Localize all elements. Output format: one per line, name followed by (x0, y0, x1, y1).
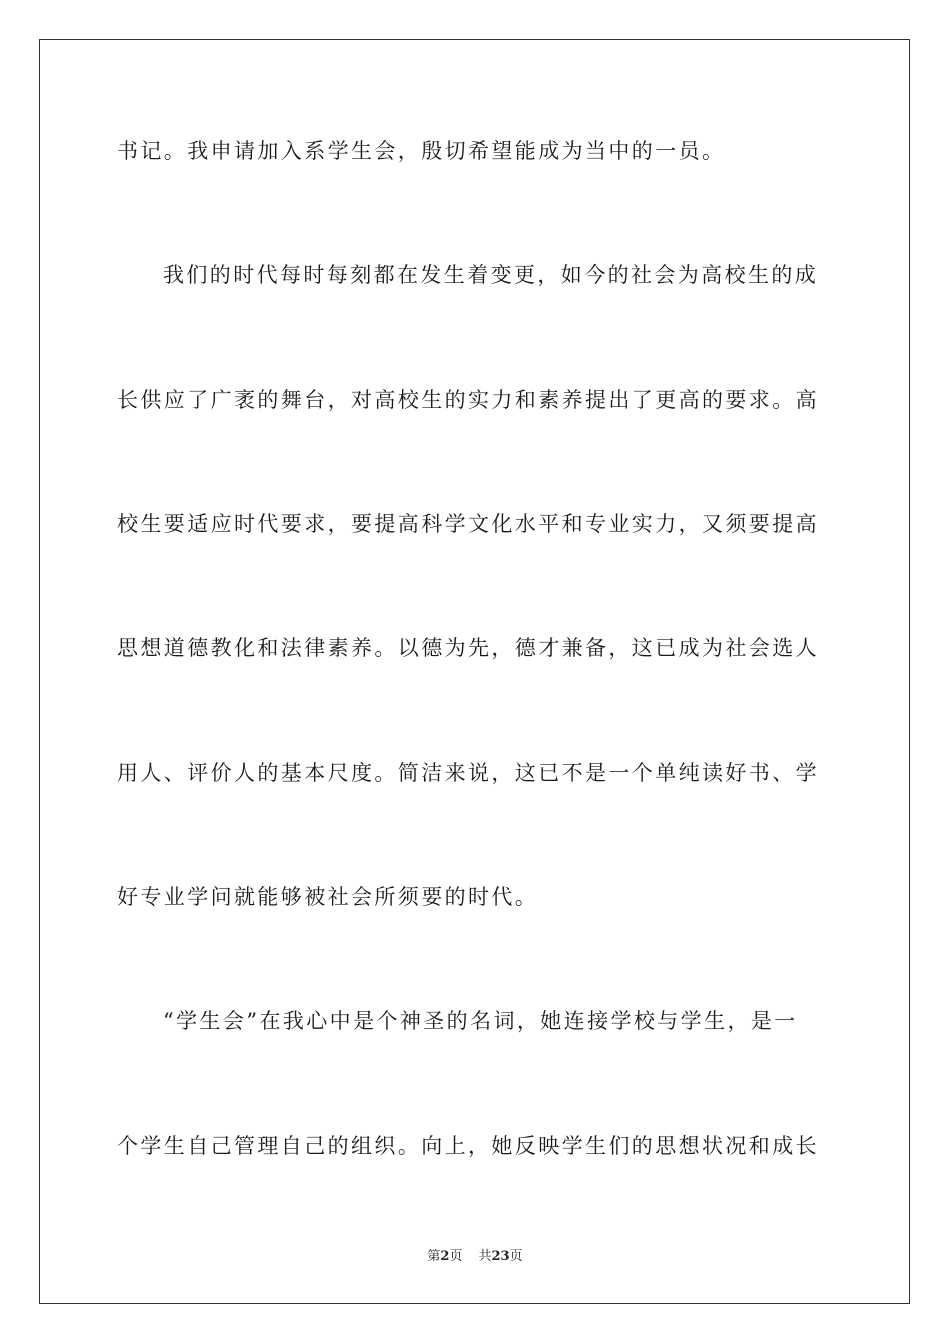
page-footer (0, 1248, 950, 1266)
body-line-4: 校生要适应时代要求，要提高科学文化水平和专业实力，又须要提高 (117, 512, 819, 536)
body-line-2: 我们的时代每时每刻都在发生着变更，如今的社会为高校生的成 (163, 263, 819, 287)
footer-total-pages: 23 (491, 1249, 510, 1264)
page-border (39, 39, 910, 1304)
footer-page-suffix: 页 (449, 1249, 463, 1264)
body-line-1: 书记。我申请加入系学生会，殷切希望能成为当中的一员。 (117, 139, 726, 163)
body-line-7: 好专业学问就能够被社会所须要的时代。 (117, 885, 539, 909)
body-line-9: 个学生自己管理自己的组织。向上，她反映学生们的思想状况和成长 (117, 1134, 819, 1158)
footer-page-prefix: 第 (427, 1249, 441, 1264)
body-line-5: 思想道德教化和法律素养。以德为先，德才兼备，这已成为社会选人 (117, 636, 819, 660)
footer-page-number: 2 (440, 1249, 450, 1264)
footer-total-prefix: 共 (478, 1249, 492, 1264)
footer-total-suffix: 页 (509, 1249, 523, 1264)
body-line-3: 长供应了广袤的舞台，对高校生的实力和素养提出了更高的要求。高 (117, 388, 819, 412)
body-line-8: “学生会”在我心中是个神圣的名词，她连接学校与学生，是一 (163, 1009, 798, 1033)
body-line-6: 用人、评价人的基本尺度。简洁来说，这已不是一个单纯读好书、学 (117, 761, 819, 785)
